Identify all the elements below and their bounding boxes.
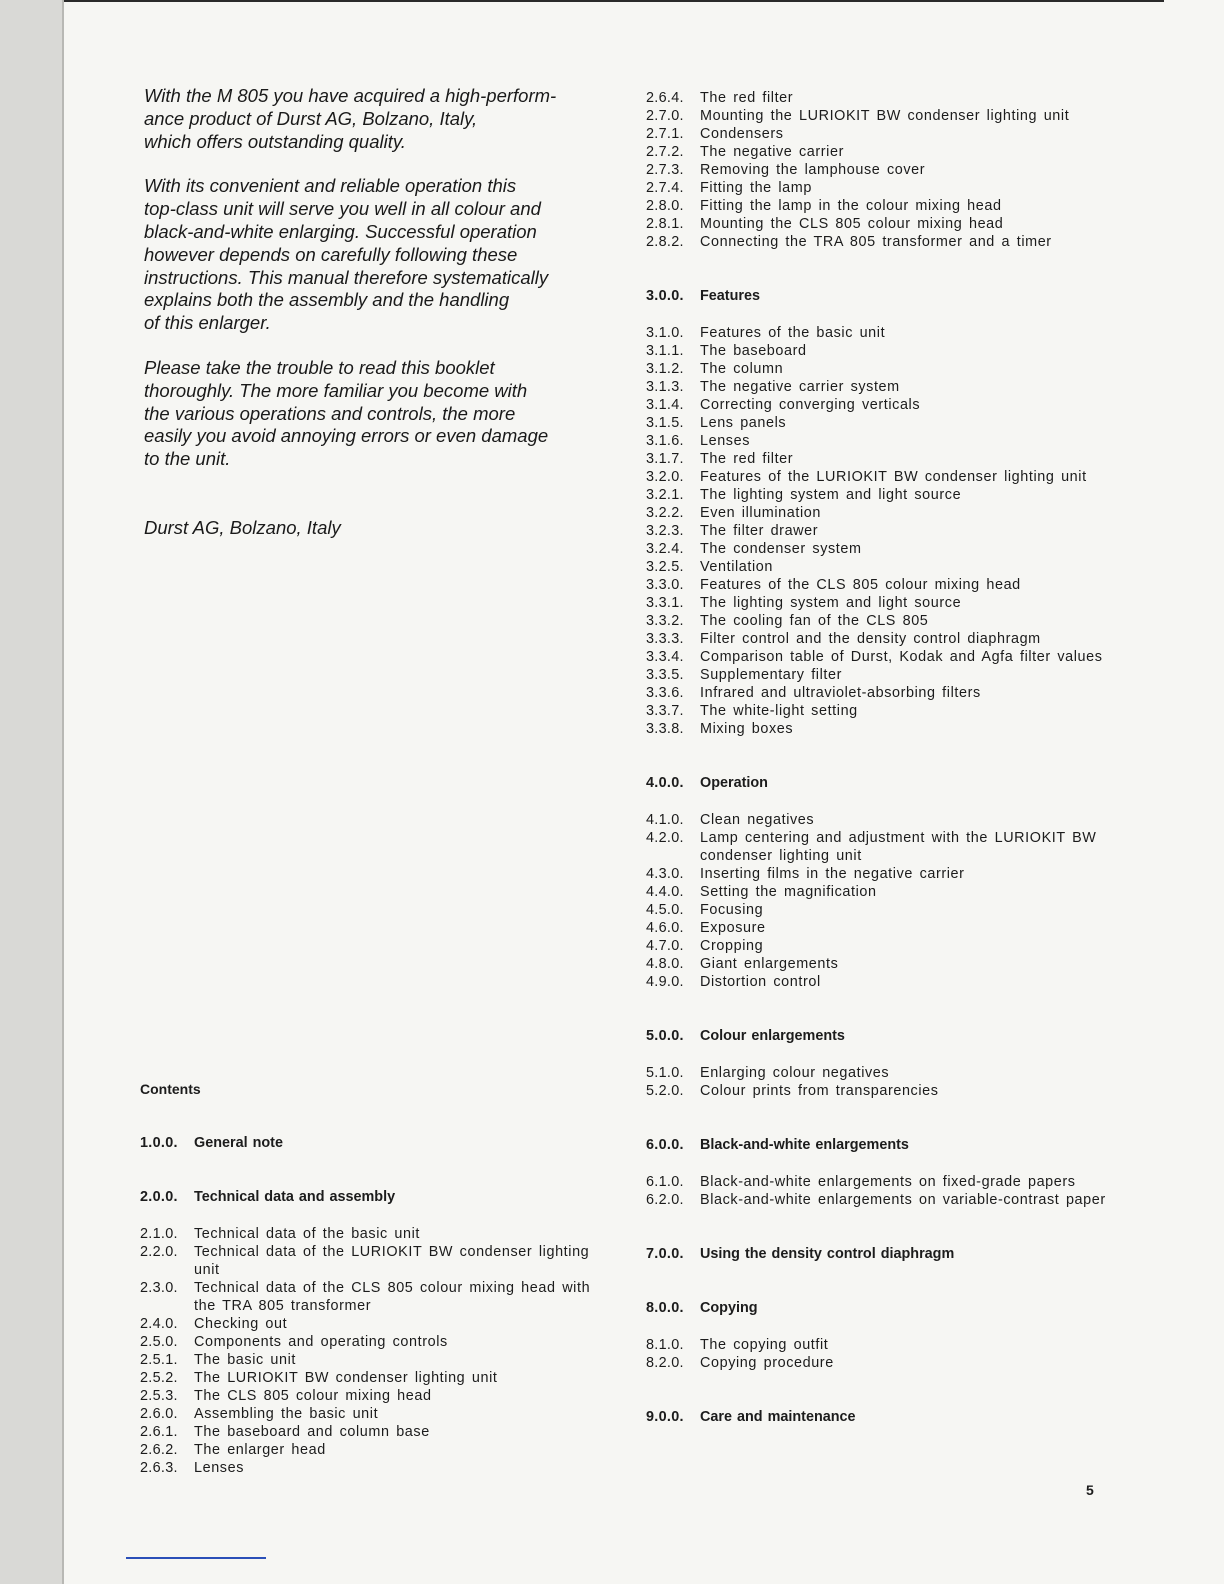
- toc-title: The negative carrier: [700, 144, 844, 160]
- toc-number: 1.0.0.: [140, 1135, 178, 1151]
- toc-title: Colour prints from transparencies: [700, 1083, 939, 1099]
- toc-title: The lighting system and light source: [700, 487, 962, 503]
- toc-title: Technical data of the LURIOKIT BW condenser lighting unit: [194, 1244, 590, 1278]
- toc-title: Lenses: [194, 1460, 245, 1476]
- toc-title: The white-light setting: [700, 703, 858, 719]
- toc-number: 4.9.0.: [646, 974, 684, 990]
- toc-entry: [646, 414, 1126, 432]
- toc-number: 5.1.0.: [646, 1065, 684, 1081]
- toc-entry: [646, 143, 1126, 161]
- toc-title: The copying outfit: [700, 1337, 829, 1353]
- toc-number: 4.4.0.: [646, 884, 684, 900]
- toc-title: Features of the CLS 805 colour mixing head: [700, 577, 1021, 593]
- toc-entry: [646, 720, 1126, 738]
- toc-number: 3.1.1.: [646, 343, 684, 359]
- toc-entry: [646, 955, 1126, 973]
- toc-entry: [646, 702, 1126, 720]
- toc-entry: [140, 1243, 600, 1279]
- toc-number: 2.1.0.: [140, 1226, 178, 1242]
- toc-number: 2.6.1.: [140, 1424, 178, 1440]
- toc-number: 2.7.1.: [646, 126, 684, 142]
- toc-title: Technical data and assembly: [194, 1189, 396, 1205]
- toc-entry: [646, 89, 1126, 107]
- toc-entry: [646, 937, 1126, 955]
- toc-title: The red filter: [700, 451, 794, 467]
- toc-entry: [646, 233, 1126, 251]
- toc-number: 3.2.4.: [646, 541, 684, 557]
- toc-title: Features: [700, 288, 760, 304]
- intro-paragraph-2: With its convenient and reliable operation this top-class unit will serve you well in all colour and black-and-white enlarging. Successful operation however depends on carefully following these instructions. This manual therefore systematically explains both the assembly and the handling of this enlarger.: [144, 175, 549, 334]
- toc-section-heading: [140, 1134, 600, 1152]
- toc-title: Distortion control: [700, 974, 821, 990]
- toc-title: The lighting system and light source: [700, 595, 962, 611]
- toc-title: The negative carrier system: [700, 379, 900, 395]
- toc-number: 4.2.0.: [646, 830, 684, 846]
- toc-entry: [140, 1369, 600, 1387]
- toc-title: Black-and-white enlargements: [700, 1137, 909, 1153]
- bottom-mark: [126, 1557, 266, 1559]
- toc-number: 3.1.6.: [646, 433, 684, 449]
- intro-text: [144, 85, 614, 493]
- toc-number: 2.8.0.: [646, 198, 684, 214]
- toc-number: 4.5.0.: [646, 902, 684, 918]
- toc-number: 3.1.5.: [646, 415, 684, 431]
- toc-title: Checking out: [194, 1316, 288, 1332]
- toc-title: The enlarger head: [194, 1442, 326, 1458]
- toc-title: Fitting the lamp: [700, 180, 812, 196]
- toc-entry: [646, 883, 1126, 901]
- toc-entry: [646, 450, 1126, 468]
- toc-number: 6.0.0.: [646, 1137, 684, 1153]
- toc-title: Infrared and ultraviolet-absorbing filters: [700, 685, 981, 701]
- toc-number: 2.5.1.: [140, 1352, 178, 1368]
- toc-title: Technical data of the CLS 805 colour mixing head with the TRA 805 transformer: [194, 1280, 591, 1314]
- toc-number: 3.0.0.: [646, 288, 684, 304]
- toc-entry: [140, 1441, 600, 1459]
- toc-title: Mounting the LURIOKIT BW condenser lighting unit: [700, 108, 1070, 124]
- toc-title: Mounting the CLS 805 colour mixing head: [700, 216, 1004, 232]
- toc-number: 3.3.8.: [646, 721, 684, 737]
- toc-entry: [646, 594, 1126, 612]
- toc-number: 2.2.0.: [140, 1244, 178, 1260]
- toc-number: 3.1.4.: [646, 397, 684, 413]
- toc-title: The red filter: [700, 90, 794, 106]
- toc-number: 3.1.0.: [646, 325, 684, 341]
- toc-section-heading: [646, 1136, 1126, 1154]
- toc-number: 3.2.2.: [646, 505, 684, 521]
- toc-title: Ventilation: [700, 559, 774, 575]
- toc-entry: [646, 558, 1126, 576]
- scan-edge: [0, 0, 62, 1584]
- toc-number: 3.2.5.: [646, 559, 684, 575]
- toc-title: Black-and-white enlargements on fixed-grade papers: [700, 1174, 1076, 1190]
- toc-number: 4.3.0.: [646, 866, 684, 882]
- toc-title: Lamp centering and adjustment with the LURIOKIT BW condenser lighting unit: [700, 830, 1097, 864]
- toc-title: Colour enlargements: [700, 1028, 845, 1044]
- toc-entry: [140, 1405, 600, 1423]
- contents-heading: Contents: [140, 1081, 201, 1097]
- toc-section-heading: [646, 1027, 1126, 1045]
- toc-entry: [646, 973, 1126, 991]
- toc-entry: [646, 125, 1126, 143]
- page-edge-line: [62, 0, 64, 1584]
- toc-number: 3.1.2.: [646, 361, 684, 377]
- toc-entry: [140, 1315, 600, 1333]
- signature: Durst AG, Bolzano, Italy: [144, 517, 341, 538]
- toc-entry: [646, 901, 1126, 919]
- intro-paragraph-1: With the M 805 you have acquired a high-perform- ance product of Durst AG, Bolzano, Italy, which offers outstanding quality.: [144, 85, 557, 152]
- toc-number: 3.1.7.: [646, 451, 684, 467]
- toc-title: The basic unit: [194, 1352, 296, 1368]
- toc-title: Black-and-white enlargements on variable-contrast paper: [700, 1192, 1106, 1208]
- toc-right-column: [646, 89, 1126, 1426]
- toc-title: The condenser system: [700, 541, 862, 557]
- toc-entry: [140, 1459, 600, 1477]
- toc-number: 3.1.3.: [646, 379, 684, 395]
- toc-number: 2.4.0.: [140, 1316, 178, 1332]
- toc-entry: [646, 468, 1126, 486]
- toc-title: Correcting converging verticals: [700, 397, 921, 413]
- toc-entry: [646, 811, 1126, 829]
- toc-entry: [646, 1354, 1126, 1372]
- toc-entry: [140, 1279, 600, 1315]
- toc-number: 2.3.0.: [140, 1280, 178, 1296]
- toc-number: 2.7.0.: [646, 108, 684, 124]
- toc-entry: [646, 630, 1126, 648]
- toc-entry: [646, 612, 1126, 630]
- toc-number: 4.8.0.: [646, 956, 684, 972]
- toc-entry: [140, 1333, 600, 1351]
- toc-title: Copying: [700, 1300, 758, 1316]
- toc-number: 5.2.0.: [646, 1083, 684, 1099]
- toc-title: Operation: [700, 775, 768, 791]
- toc-number: 8.0.0.: [646, 1300, 684, 1316]
- toc-left-column: [140, 1134, 600, 1477]
- toc-number: 2.0.0.: [140, 1189, 178, 1205]
- intro-paragraph-3: Please take the trouble to read this booklet thoroughly. The more familiar you become with the various operations and controls, the more easily you avoid annoying errors or even damage to the unit.: [144, 356, 549, 470]
- toc-title: Cropping: [700, 938, 764, 954]
- toc-section-heading: [646, 1299, 1126, 1317]
- toc-number: 4.1.0.: [646, 812, 684, 828]
- toc-entry: [646, 215, 1126, 233]
- toc-number: 2.5.3.: [140, 1388, 178, 1404]
- toc-number: 2.5.2.: [140, 1370, 178, 1386]
- toc-entry: [646, 432, 1126, 450]
- toc-entry: [646, 324, 1126, 342]
- toc-number: 2.8.2.: [646, 234, 684, 250]
- toc-title: Focusing: [700, 902, 764, 918]
- toc-title: Inserting films in the negative carrier: [700, 866, 965, 882]
- toc-title: The cooling fan of the CLS 805: [700, 613, 929, 629]
- toc-title: Supplementary filter: [700, 667, 842, 683]
- toc-entry: [646, 919, 1126, 937]
- toc-entry: [646, 342, 1126, 360]
- toc-number: 2.7.2.: [646, 144, 684, 160]
- toc-number: 2.6.4.: [646, 90, 684, 106]
- toc-number: 2.7.4.: [646, 180, 684, 196]
- toc-entry: [646, 522, 1126, 540]
- toc-entry: [646, 1082, 1126, 1100]
- toc-number: 2.6.0.: [140, 1406, 178, 1422]
- toc-entry: [646, 1064, 1126, 1082]
- toc-number: 2.5.0.: [140, 1334, 178, 1350]
- toc-number: 2.7.3.: [646, 162, 684, 178]
- toc-entry: [646, 197, 1126, 215]
- toc-number: 3.3.2.: [646, 613, 684, 629]
- toc-number: 2.6.2.: [140, 1442, 178, 1458]
- toc-title: Connecting the TRA 805 transformer and a timer: [700, 234, 1052, 250]
- toc-number: 2.6.3.: [140, 1460, 178, 1476]
- toc-entry: [646, 1191, 1126, 1209]
- toc-title: Copying procedure: [700, 1355, 834, 1371]
- toc-entry: [646, 486, 1126, 504]
- toc-title: Features of the LURIOKIT BW condenser lighting unit: [700, 469, 1087, 485]
- toc-entry: [646, 396, 1126, 414]
- toc-number: 4.6.0.: [646, 920, 684, 936]
- page-number: 5: [1086, 1482, 1094, 1498]
- toc-title: Using the density control diaphragm: [700, 1246, 955, 1262]
- toc-title: Removing the lamphouse cover: [700, 162, 926, 178]
- toc-number: 3.3.7.: [646, 703, 684, 719]
- toc-title: The filter drawer: [700, 523, 819, 539]
- toc-title: Components and operating controls: [194, 1334, 448, 1350]
- toc-number: 9.0.0.: [646, 1409, 684, 1425]
- toc-section-heading: [646, 1245, 1126, 1263]
- toc-number: 7.0.0.: [646, 1246, 684, 1262]
- toc-section-heading: [646, 1408, 1126, 1426]
- toc-entry: [140, 1351, 600, 1369]
- toc-entry: [140, 1387, 600, 1405]
- toc-number: 6.2.0.: [646, 1192, 684, 1208]
- toc-entry: [646, 829, 1126, 865]
- toc-number: 4.7.0.: [646, 938, 684, 954]
- toc-title: Enlarging colour negatives: [700, 1065, 890, 1081]
- toc-entry: [646, 179, 1126, 197]
- toc-entry: [646, 1173, 1126, 1191]
- toc-title: Setting the magnification: [700, 884, 877, 900]
- toc-title: Fitting the lamp in the colour mixing head: [700, 198, 1002, 214]
- toc-title: The LURIOKIT BW condenser lighting unit: [194, 1370, 498, 1386]
- toc-entry: [646, 161, 1126, 179]
- toc-entry: [646, 865, 1126, 883]
- toc-number: 5.0.0.: [646, 1028, 684, 1044]
- toc-title: Technical data of the basic unit: [194, 1226, 420, 1242]
- toc-number: 3.2.1.: [646, 487, 684, 503]
- toc-section-heading: [140, 1188, 600, 1206]
- toc-entry: [646, 666, 1126, 684]
- toc-number: 3.3.1.: [646, 595, 684, 611]
- toc-number: 3.3.5.: [646, 667, 684, 683]
- toc-entry: [646, 378, 1126, 396]
- toc-title: Features of the basic unit: [700, 325, 886, 341]
- top-rule: [64, 0, 1164, 2]
- toc-title: The baseboard: [700, 343, 807, 359]
- toc-title: Comparison table of Durst, Kodak and Agfa filter values: [700, 649, 1103, 665]
- toc-title: Giant enlargements: [700, 956, 839, 972]
- toc-number: 3.2.3.: [646, 523, 684, 539]
- toc-number: 8.1.0.: [646, 1337, 684, 1353]
- toc-section-heading: [646, 774, 1126, 792]
- toc-title: The CLS 805 colour mixing head: [194, 1388, 432, 1404]
- toc-title: Lenses: [700, 433, 751, 449]
- toc-title: The column: [700, 361, 784, 377]
- toc-number: 3.3.4.: [646, 649, 684, 665]
- toc-number: 3.2.0.: [646, 469, 684, 485]
- toc-entry: [140, 1423, 600, 1441]
- toc-title: Lens panels: [700, 415, 787, 431]
- toc-section-heading: [646, 287, 1126, 305]
- toc-title: Even illumination: [700, 505, 821, 521]
- toc-title: Assembling the basic unit: [194, 1406, 379, 1422]
- toc-number: 6.1.0.: [646, 1174, 684, 1190]
- toc-title: Condensers: [700, 126, 784, 142]
- toc-title: Care and maintenance: [700, 1409, 856, 1425]
- toc-number: 3.3.3.: [646, 631, 684, 647]
- toc-number: 3.3.0.: [646, 577, 684, 593]
- toc-number: 3.3.6.: [646, 685, 684, 701]
- toc-number: 8.2.0.: [646, 1355, 684, 1371]
- toc-title: General note: [194, 1135, 283, 1151]
- toc-entry: [646, 684, 1126, 702]
- toc-entry: [646, 540, 1126, 558]
- toc-entry: [646, 107, 1126, 125]
- toc-entry: [140, 1225, 600, 1243]
- toc-entry: [646, 504, 1126, 522]
- toc-title: Mixing boxes: [700, 721, 794, 737]
- toc-entry: [646, 648, 1126, 666]
- toc-title: Exposure: [700, 920, 766, 936]
- toc-number: 2.8.1.: [646, 216, 684, 232]
- toc-entry: [646, 1336, 1126, 1354]
- toc-title: Clean negatives: [700, 812, 815, 828]
- toc-number: 4.0.0.: [646, 775, 684, 791]
- toc-entry: [646, 360, 1126, 378]
- toc-title: The baseboard and column base: [194, 1424, 430, 1440]
- toc-entry: [646, 576, 1126, 594]
- toc-title: Filter control and the density control diaphragm: [700, 631, 1041, 647]
